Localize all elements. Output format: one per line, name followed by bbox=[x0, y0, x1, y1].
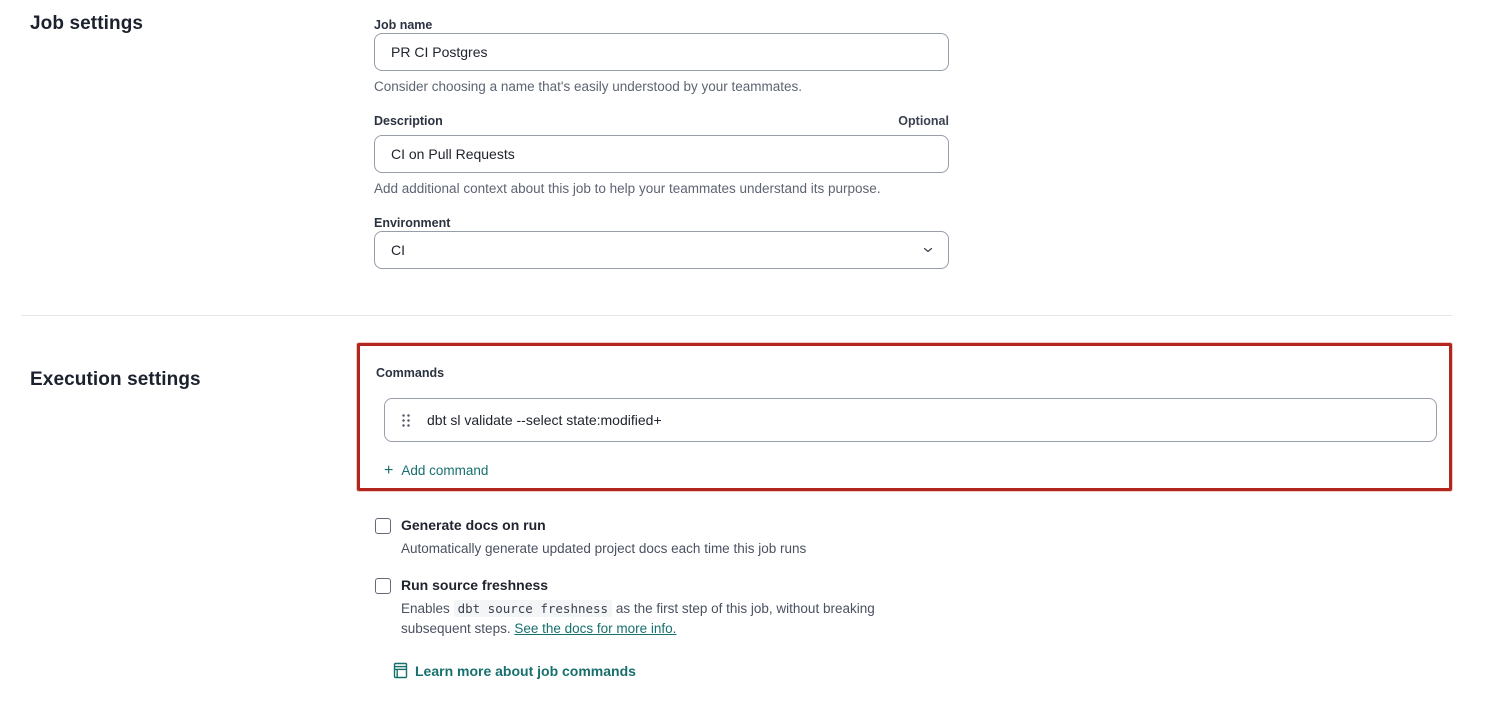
execution-settings-content bbox=[357, 343, 1452, 684]
job-name-field bbox=[374, 18, 949, 94]
job-name-input[interactable] bbox=[374, 33, 949, 71]
execution-options bbox=[375, 518, 1452, 684]
description-input[interactable] bbox=[374, 135, 949, 173]
environment-selected-value: CI bbox=[391, 242, 405, 258]
add-command-label: Add command bbox=[401, 463, 489, 478]
generate-docs-body bbox=[401, 518, 806, 559]
description-helper: Add additional context about this job to help your teammates understand its purpose. bbox=[374, 181, 881, 196]
add-command-button[interactable] bbox=[384, 463, 488, 483]
job-settings-form bbox=[374, 12, 949, 269]
source-freshness-description bbox=[401, 599, 938, 639]
learn-more-label: Learn more about job commands bbox=[415, 662, 636, 679]
job-settings-section bbox=[0, 0, 1485, 315]
source-freshness-checkbox[interactable] bbox=[375, 578, 391, 594]
book-icon bbox=[393, 662, 408, 679]
source-freshness-label[interactable]: Run source freshness bbox=[401, 577, 549, 593]
job-name-helper: Consider choosing a name that's easily understood by your teammates. bbox=[374, 79, 803, 94]
description-field bbox=[374, 114, 949, 196]
environment-label: Environment bbox=[374, 216, 451, 230]
commands-label: Commands bbox=[376, 366, 445, 380]
execution-settings-heading-column bbox=[30, 343, 357, 391]
execution-settings-title: Execution settings bbox=[30, 369, 201, 390]
command-text: dbt sl validate --select state:modified+ bbox=[427, 411, 662, 428]
source-freshness-desc-prefix: Enables bbox=[401, 601, 450, 616]
description-label-row bbox=[374, 114, 949, 129]
job-settings-heading-column bbox=[30, 12, 374, 35]
generate-docs-description: Automatically generate updated project docs each time this job runs bbox=[401, 541, 807, 556]
drag-handle-icon[interactable] bbox=[401, 413, 411, 428]
chevron-down-icon bbox=[922, 246, 934, 254]
job-settings-title: Job settings bbox=[30, 13, 144, 34]
see-docs-link[interactable]: See the docs for more info. bbox=[514, 621, 677, 636]
job-name-label: Job name bbox=[374, 18, 433, 32]
plus-icon: + bbox=[384, 461, 394, 479]
generate-docs-label[interactable]: Generate docs on run bbox=[401, 517, 546, 533]
learn-more-link[interactable] bbox=[393, 662, 636, 679]
source-freshness-desc-suffix: as the first step of this job, without breaking subsequent steps. bbox=[401, 601, 875, 636]
environment-field bbox=[374, 216, 949, 269]
generate-docs-checkbox[interactable] bbox=[375, 518, 391, 534]
source-freshness-option bbox=[375, 578, 1452, 639]
source-freshness-body bbox=[401, 578, 938, 639]
description-label: Description bbox=[374, 114, 443, 128]
command-row[interactable] bbox=[384, 398, 1437, 442]
description-optional-tag: Optional bbox=[898, 114, 949, 128]
generate-docs-option bbox=[375, 518, 1452, 559]
commands-panel-highlighted bbox=[357, 343, 1452, 491]
environment-select[interactable] bbox=[374, 231, 949, 269]
source-freshness-code: dbt source freshness bbox=[454, 600, 613, 617]
execution-settings-section bbox=[0, 316, 1485, 684]
